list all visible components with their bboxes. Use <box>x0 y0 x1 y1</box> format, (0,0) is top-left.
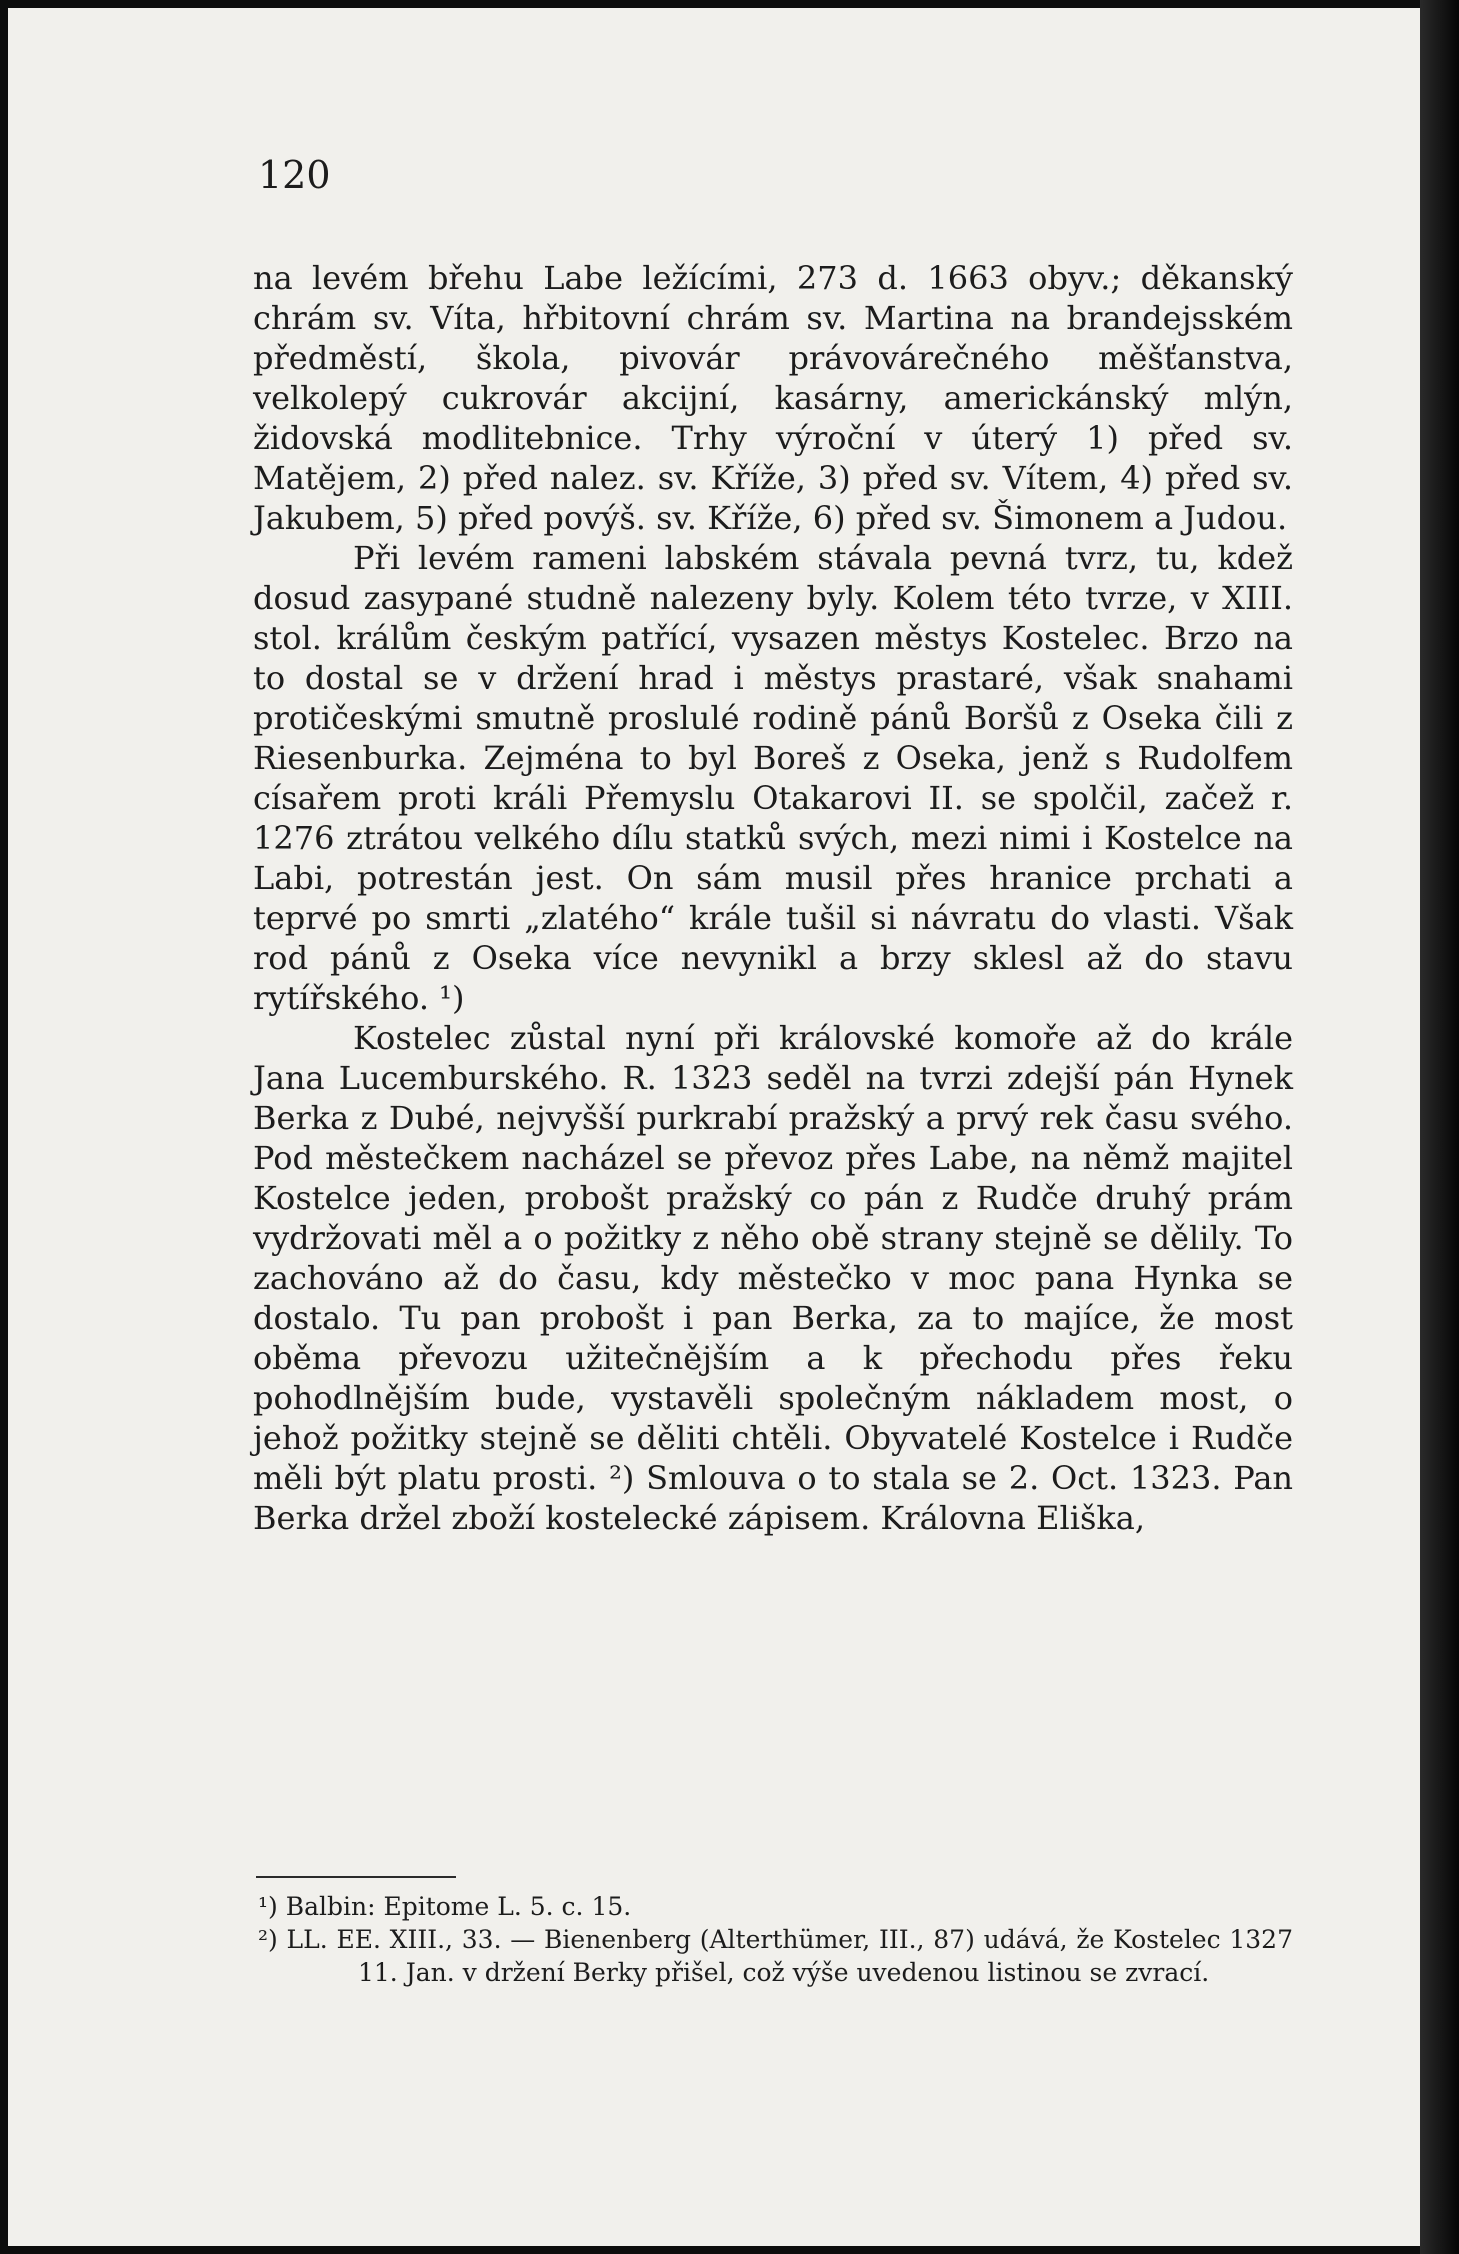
paragraph-2: Při levém rameni labském stávala pevná tvrz, tu, kdež dosud zasypané studně nalezeny byly. Kolem této tvrze, v XIII. stol. králům českým patřící, vysazen městys Kostelec. Brzo na to dostal se v držení hrad i městys prastaré, však snahami protičeskými smutně proslulé rodině pánů Boršů z Oseka čili z Riesenburka. Zejména to byl Boreš z Oseka, jenž s Rudolfem císařem proti králi Přemyslu Otakarovi II. se spolčil, začež r. 1276 ztrátou velkého dílu statků svých, mezi nimi i Kostelce na Labi, potrestán jest. On sám musil přes hranice prchati a teprvé po smrti „zlatého“ krále tušil si návratu do vlasti. Však rod pánů z Oseka více nevynikl a brzy sklesl až do stavu rytířského. ¹) <box>253 539 1293 1017</box>
body-text <box>253 258 1293 1538</box>
book-page <box>8 8 1420 2246</box>
footnote-divider <box>256 1876 456 1878</box>
footnote-1: ¹) Balbin: Epitome L. 5. c. 15. <box>258 1892 632 1921</box>
page-number: 120 <box>258 153 331 197</box>
page-edge-shadow <box>1420 0 1459 2254</box>
footnote-2: ²) LL. EE. XIII., 33. — Bienenberg (Alterthümer, III., 87) udává, že Kostelec 1327 11. Jan. v držení Berky přišel, což výše uvedenou listinou se zvrací. <box>258 1925 1293 1987</box>
footnotes <box>258 1890 1293 1989</box>
paragraph-3: Kostelec zůstal nyní při královské komoře až do krále Jana Lucemburského. R. 1323 seděl na tvrzi zdejší pán Hynek Berka z Dubé, nejvyšší purkrabí pražský a prvý rek času svého. Pod městečkem nacházel se převoz přes Labe, na němž majitel Kostelce jeden, probošt pražský co pán z Rudče druhý prám vydržovati měl a o požitky z něho obě strany stejně se dělily. To zachováno až do času, kdy městečko v moc pana Hynka se dostalo. Tu pan probošt i pan Berka, za to majíce, že most oběma převozu užitečnějším a k přechodu přes řeku pohodlnějším bude, vystavěli společným nákladem most, o jehož požitky stejně se děliti chtěli. Obyvatelé Kostelce i Rudče měli být platu prosti. ²) Smlouva o to stala se 2. Oct. 1323. Pan Berka držel zboží kostelecké zápisem. Královna Eliška, <box>253 1019 1293 1537</box>
paragraph-1: na levém břehu Labe ležícími, 273 d. 1663 obyv.; děkanský chrám sv. Víta, hřbitovní chrám sv. Martina na brandejsském předměstí, škola, pivovár právovárečného měšťanstva, velkolepý cukrovár akcijní, kasárny, americkánský mlýn, židovská modlitebnice. Trhy výroční v úterý 1) před sv. Matějem, 2) před nalez. sv. Kříže, 3) před sv. Vítem, 4) před sv. Jakubem, 5) před povýš. sv. Kříže, 6) před sv. Šimonem a Judou. <box>253 259 1293 537</box>
